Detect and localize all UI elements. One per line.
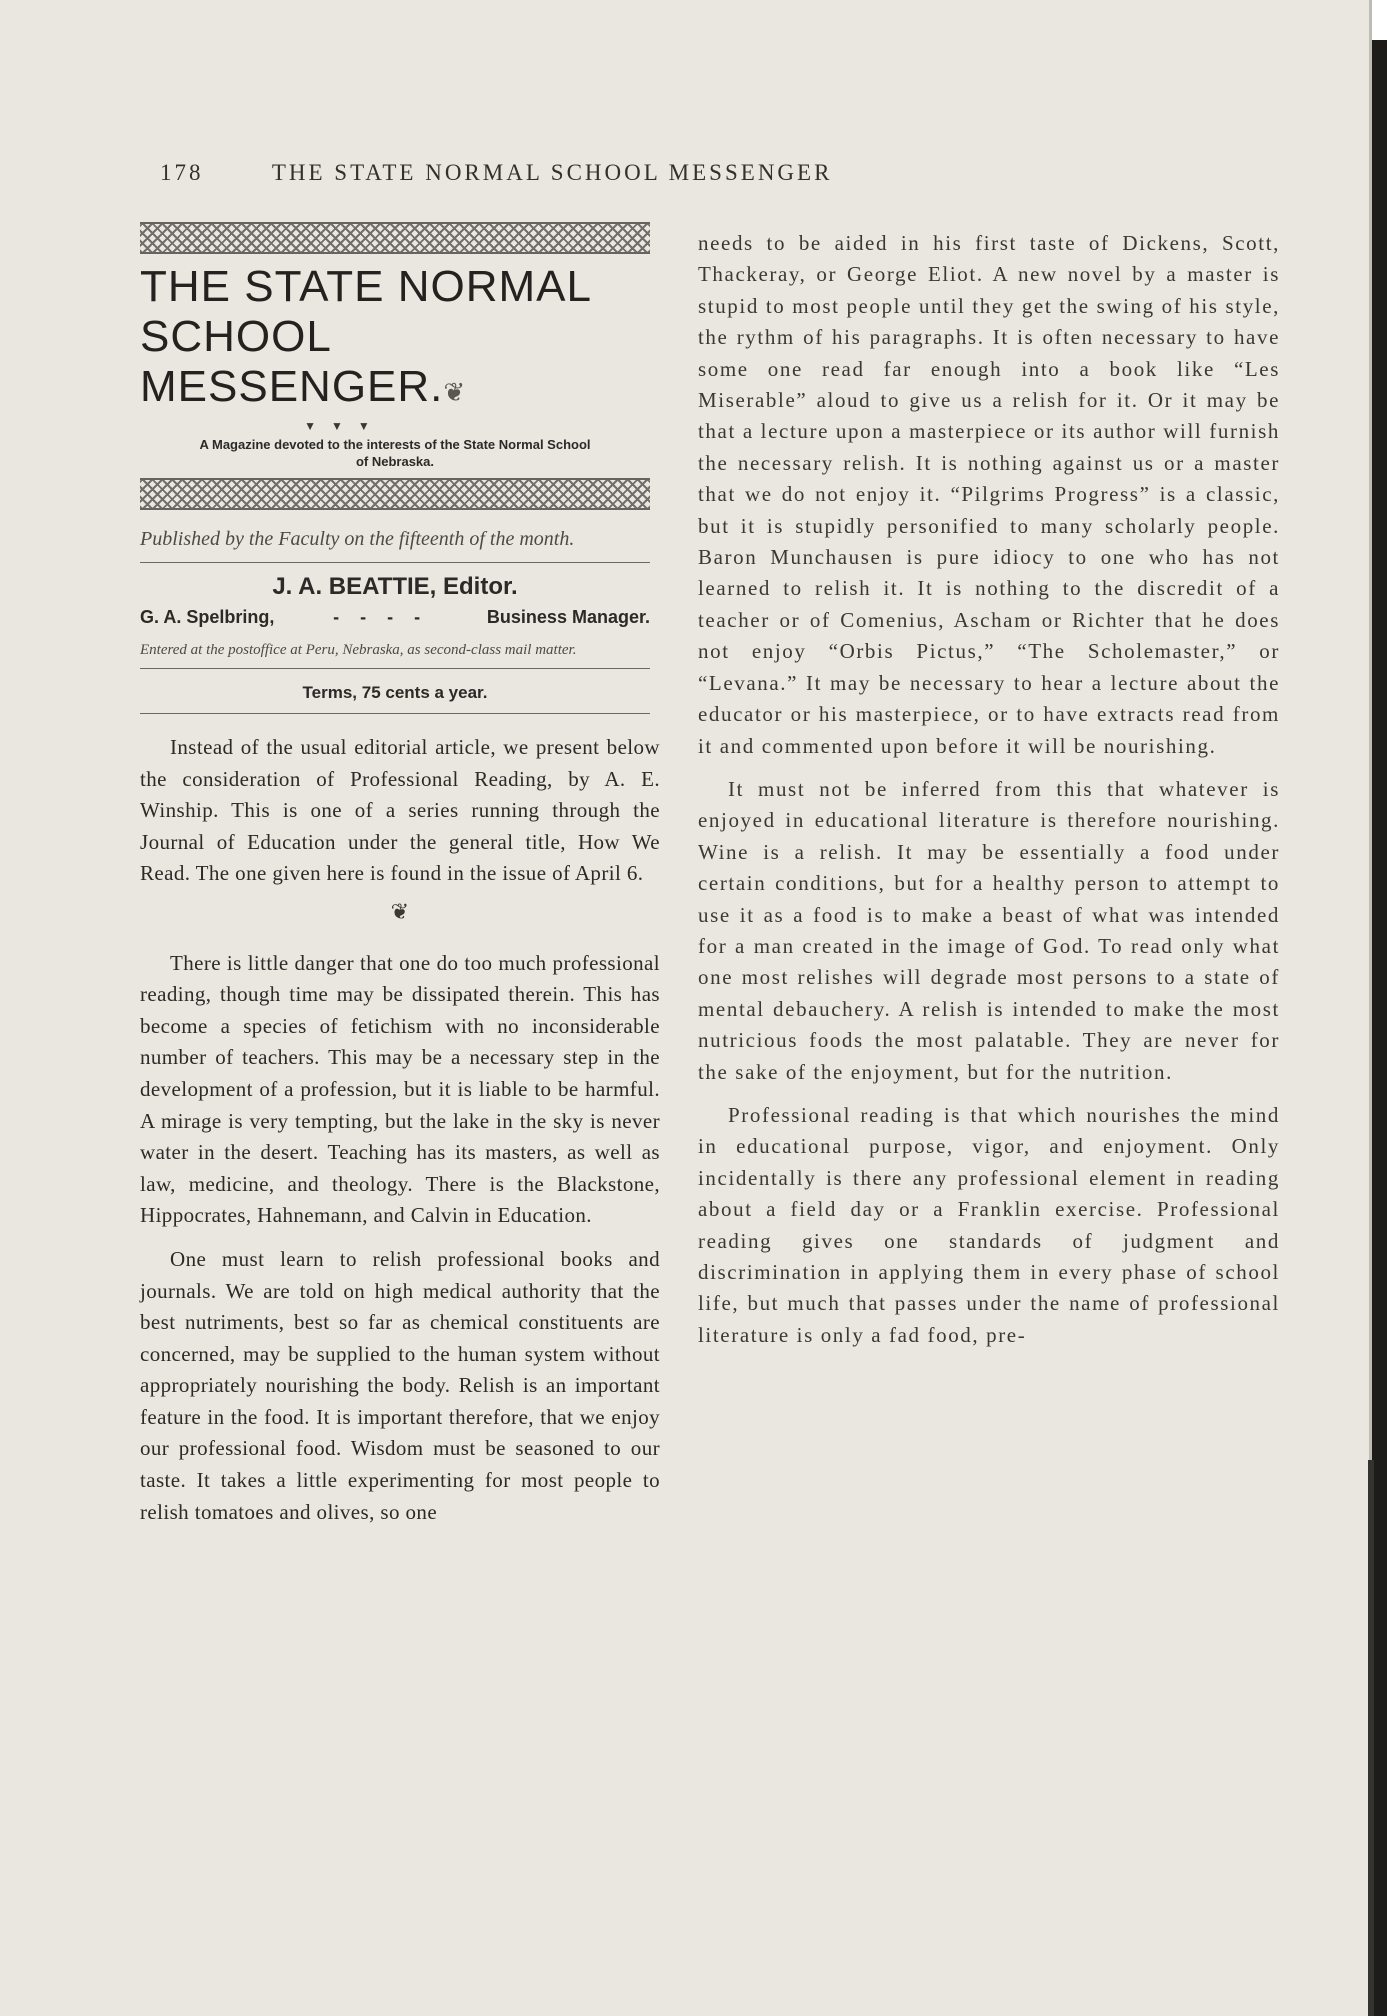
masthead-ornament-bottom <box>140 478 650 510</box>
tagline-line1: A Magazine devoted to the interests of the State Normal School <box>199 437 591 452</box>
page-number: 178 <box>160 160 204 185</box>
divider <box>140 668 650 669</box>
postal-entry-note: Entered at the postoffice at Peru, Nebraska, as second-class mail matter. <box>140 642 577 658</box>
masthead-title-line1: THE STATE NORMAL <box>140 262 592 311</box>
left-column <box>140 222 660 1528</box>
divider <box>140 713 650 714</box>
leaf-ornament-icon: ❦ <box>443 377 467 407</box>
manager-title: Business Manager. <box>486 607 650 627</box>
scan-edge-shadow <box>1368 1460 1374 2016</box>
tagline-line2: of Nebraska. <box>355 454 435 469</box>
scan-edge <box>1372 40 1387 2016</box>
article-right-text <box>698 228 1280 1351</box>
publication-note: Published by the Faculty on the fifteenth of the month. <box>140 528 575 550</box>
business-manager-line <box>140 607 650 628</box>
running-header <box>160 160 1280 186</box>
manager-leader-dots: - - - - <box>333 607 429 627</box>
section-leaf-icon: ❦ <box>390 898 410 924</box>
masthead-tagline <box>140 436 650 470</box>
article-paragraph: One must learn to relish professional books and journals. We are told on high medical authority that the best nutriments, best so far as chemical constituents are concerned, may be supplied to the human system without appropriately nourishing the body. Relish is an important feature in the food. It is important therefore, that we enjoy our professional food. Wisdom must be seasoned to our taste. It takes a little experimenting for most people to relish tomatoes and olives, so one <box>140 1246 660 1524</box>
article-left-text <box>140 732 660 1528</box>
running-title: THE STATE NORMAL SCHOOL MESSENGER <box>271 160 833 185</box>
right-column <box>698 228 1280 1351</box>
article-paragraph: Professional reading is that which nourishes the mind in educational purpose, vigor, and enjoyment. Only incidentally is there any professional element in reading about a field day or a Franklin exercise. Professional reading gives one standards of judgment and discrimination in applying them in every phase of school life, but much that passes under the name of professional literature is only a fad food, pre- <box>698 1102 1280 1347</box>
editorial-intro: Instead of the usual editorial article, we present below the consideration of Professional Reading, by A. E. Winship. This is one of a series running through the Journal of Education under the general title, How We Read. The one given here is found in the issue of April 6. <box>140 735 660 886</box>
masthead-ornament-top <box>140 222 650 254</box>
masthead-title-line2: SCHOOL MESSENGER. <box>140 312 444 411</box>
masthead-title <box>140 262 660 417</box>
divider <box>140 562 650 563</box>
article-paragraph: It must not be inferred from this that whatever is enjoyed in educational literature is therefore nourishing. Wine is a relish. It may be essentially a food under certain conditions, but for a healthy person to attempt to use it as a food is to make a beast of what was intended for a man created in the image of God. To read only what one most relishes will degrade most persons to a state of mental debauchery. A relish is intended to make the most nutricious foods the most palatable. They are never for the sake of the enjoyment, but for the nutrition. <box>698 776 1280 1084</box>
triangle-ornament-icon: ▼ ▼ ▼ <box>304 419 376 433</box>
subscription-terms: Terms, 75 cents a year. <box>302 683 488 702</box>
manager-name: G. A. Spelbring, <box>140 607 275 627</box>
article-paragraph-continued: needs to be aided in his first taste of Dickens, Scott, Thackeray, or George Eliot. A new novel by a master is stupid to most people until they get the swing of his style, the rythm of his paragraphs. It is often necessary to have some one read far enough into a book like “Les Miserable” aloud to give us a relish for it. Or it may be that a lecture upon a masterpiece or its author will furnish the necessary relish. It is nothing against us or a master that we do not enjoy it. “Pilgrims Progress” is a classic, but it is stupidly personified to many scholarly people. Baron Munchausen is pure idiocy to one who has not learned to relish it. It is nothing to the discredit of a teacher or of Comenius, Ascham or Richter that he does not enjoy “Orbis Pictus,” “The Scholemaster,” or “Levana.” It may be necessary to hear a lecture about the educator or his masterpiece, or to have extracts read from it and commented upon before it will be nourishing. <box>698 231 1280 758</box>
editor-line: J. A. BEATTIE, Editor. <box>272 573 518 600</box>
article-paragraph: There is little danger that one do too much professional reading, though time may be dissipated therein. This has become a species of fetichism with no inconsiderable number of teachers. This may be a necessary step in the development of a profession, but it is liable to be harmful. A mirage is very tempting, but the lake in the sky is never water in the desert. Teaching has its masters, as well as law, medicine, and theology. There is the Blackstone, Hippocrates, Hahnemann, and Calvin in Education. <box>140 950 660 1228</box>
